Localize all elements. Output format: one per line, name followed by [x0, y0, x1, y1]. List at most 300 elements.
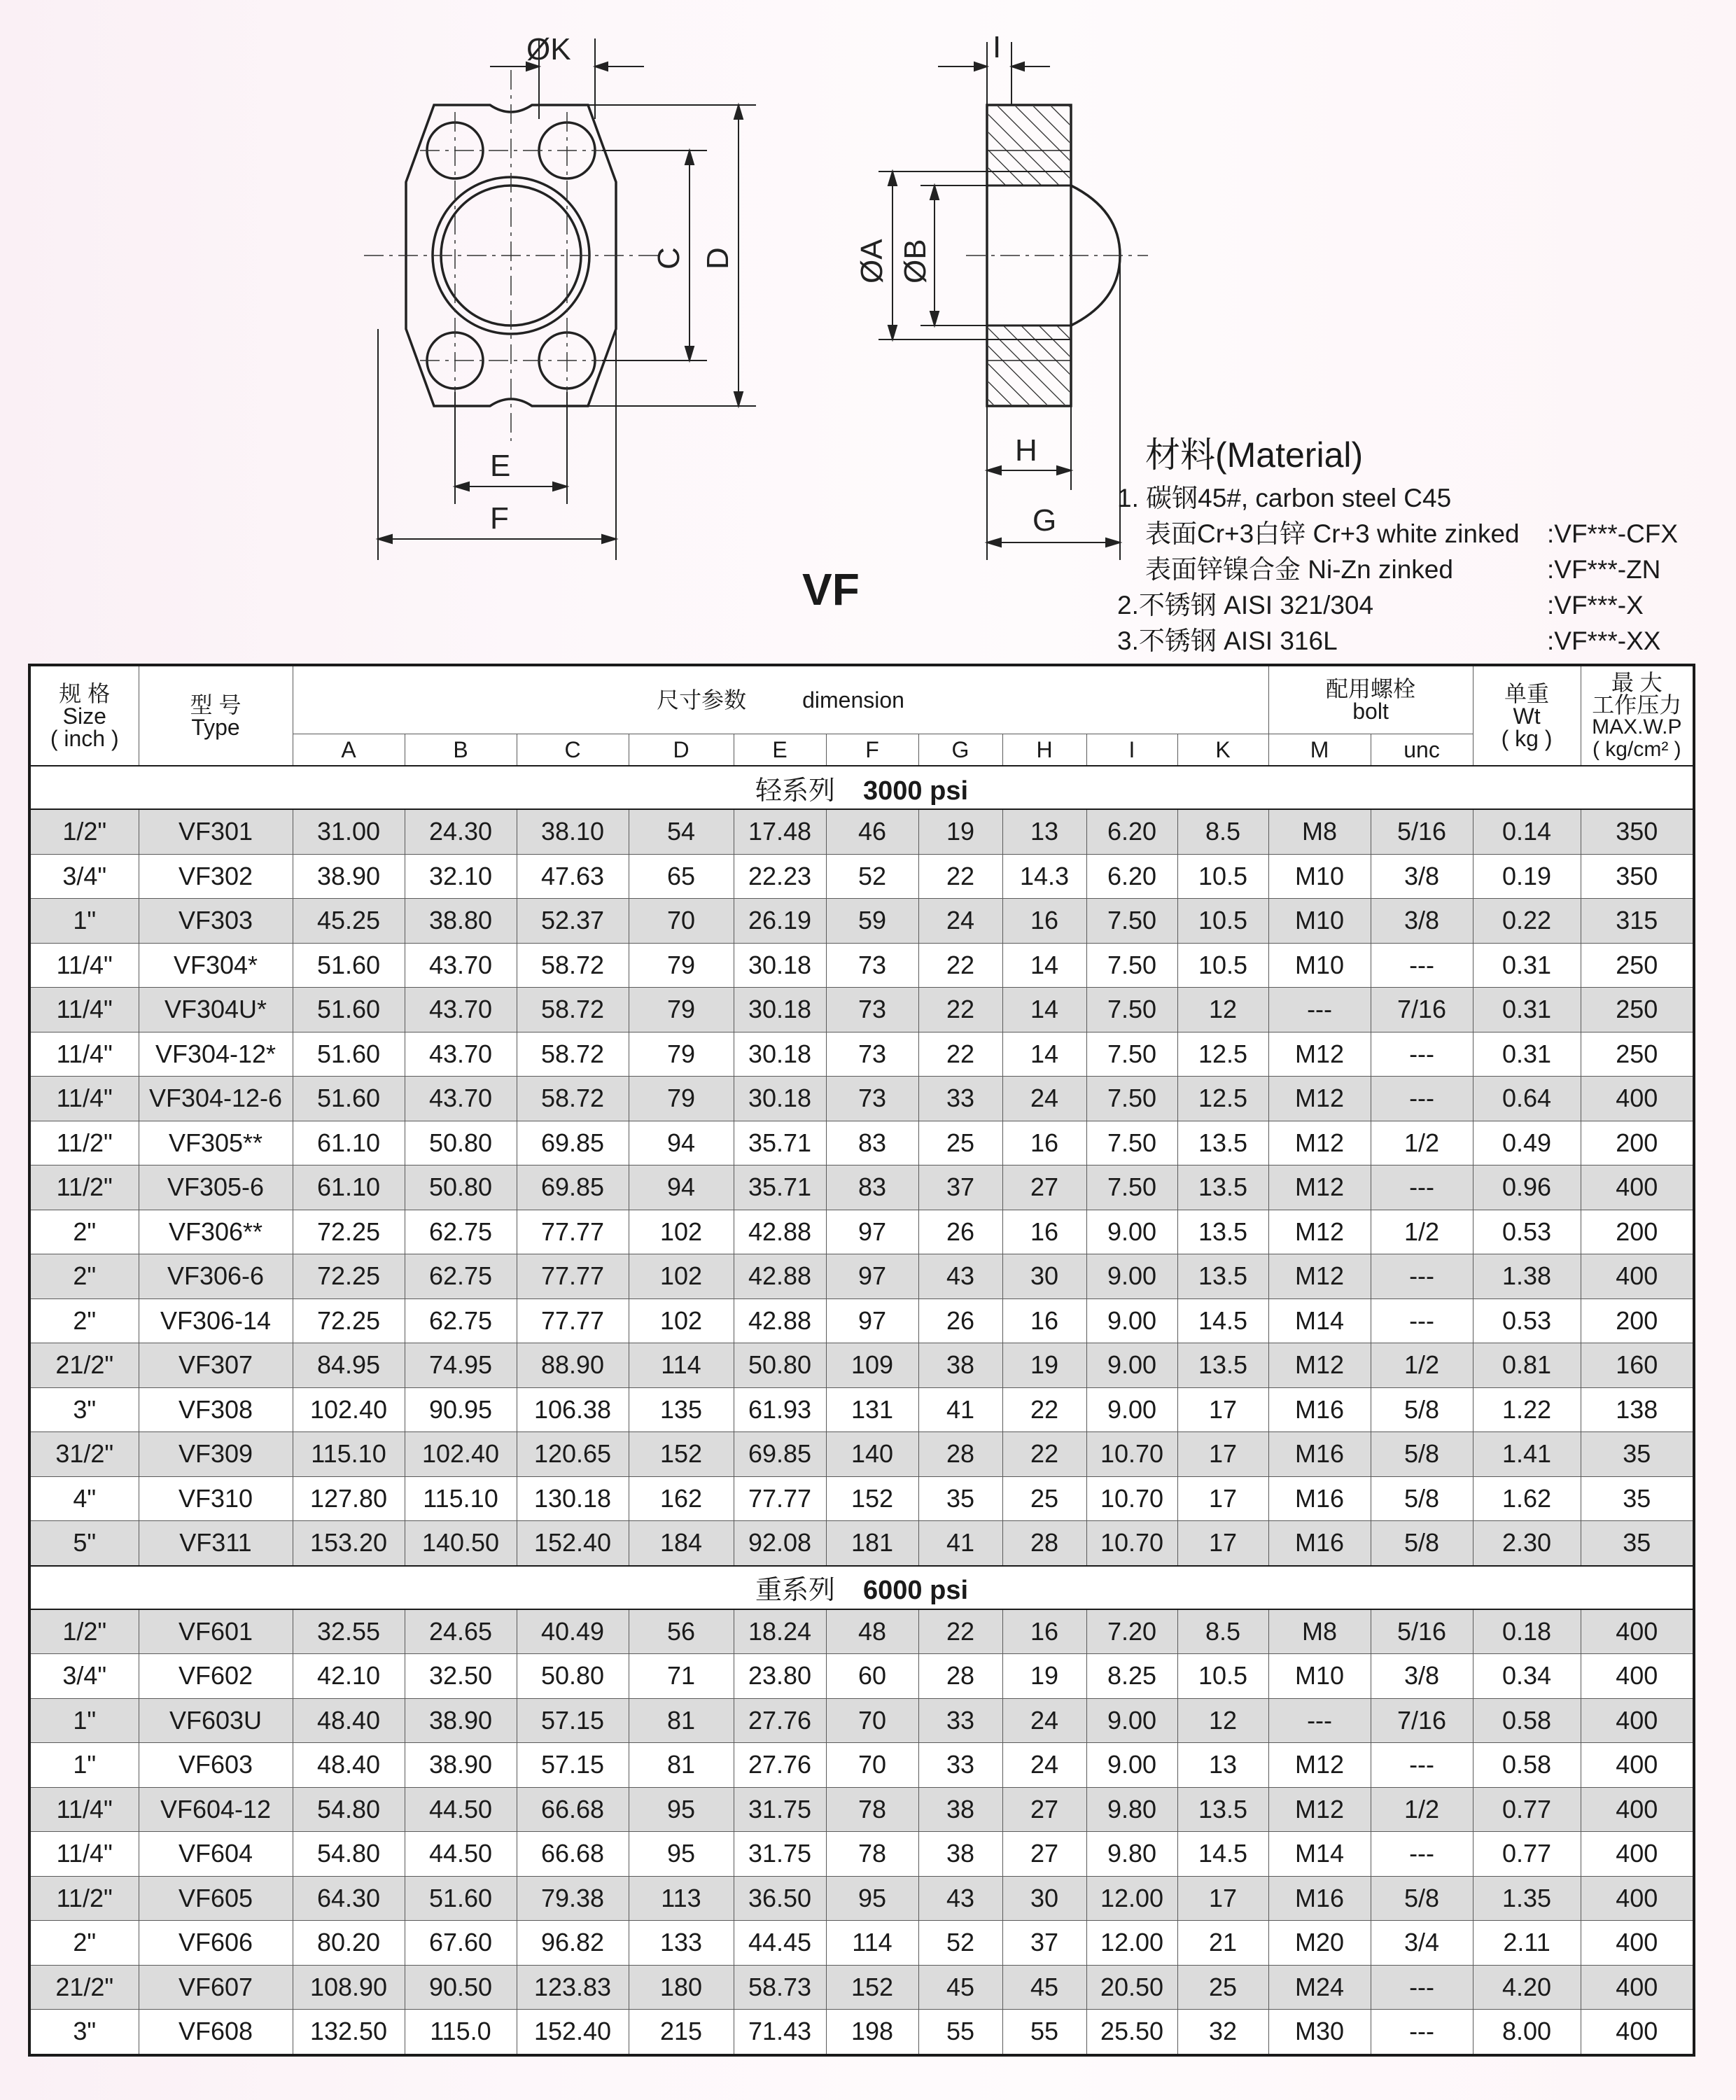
header-bolt: 配用螺栓 bolt — [1268, 665, 1473, 734]
table-cell: 58.72 — [517, 943, 629, 988]
table-cell: 69.85 — [734, 1432, 826, 1477]
table-cell: 140 — [826, 1432, 918, 1477]
table-cell: 22 — [918, 943, 1002, 988]
table-cell: 36.50 — [734, 1876, 826, 1921]
table-cell: 25 — [1002, 1476, 1086, 1521]
table-cell: 44.45 — [734, 1921, 826, 1966]
table-cell: 102 — [629, 1298, 734, 1343]
table-cell: M16 — [1268, 1876, 1371, 1921]
table-cell: 180 — [629, 1965, 734, 2010]
table-cell: 1.62 — [1473, 1476, 1581, 1521]
table-cell: 2.30 — [1473, 1521, 1581, 1566]
table-cell: 62.75 — [405, 1298, 517, 1343]
table-cell: 200 — [1581, 1121, 1694, 1166]
table-cell: 72.25 — [293, 1210, 405, 1254]
table-cell: --- — [1371, 1965, 1473, 2010]
table-cell: 114 — [826, 1921, 918, 1966]
table-cell: 135 — [629, 1387, 734, 1432]
spec-table-body — [29, 766, 1694, 2055]
table-cell: M10 — [1268, 943, 1371, 988]
table-cell: 22.23 — [734, 854, 826, 899]
table-cell: 72.25 — [293, 1298, 405, 1343]
table-cell: 42.88 — [734, 1298, 826, 1343]
table-cell: VF606 — [139, 1921, 293, 1966]
table-cell: M14 — [1268, 1832, 1371, 1877]
table-cell: --- — [1371, 1298, 1473, 1343]
table-cell: 1.22 — [1473, 1387, 1581, 1432]
table-cell: 10.70 — [1086, 1476, 1177, 1521]
table-row — [29, 1166, 1694, 1210]
table-cell: --- — [1371, 1166, 1473, 1210]
table-cell: 9.00 — [1086, 1254, 1177, 1299]
table-cell: 133 — [629, 1921, 734, 1966]
header-size: 规 格 Size ( inch ) — [29, 665, 139, 766]
table-cell: 78 — [826, 1832, 918, 1877]
table-cell: 17 — [1177, 1387, 1268, 1432]
label-c: C — [652, 247, 686, 270]
table-cell: M12 — [1268, 1166, 1371, 1210]
header-col-f: F — [826, 734, 918, 766]
header-col-m: M — [1268, 734, 1371, 766]
table-cell: 11/2" — [29, 1121, 139, 1166]
table-cell: 83 — [826, 1166, 918, 1210]
table-cell: 12.5 — [1177, 1077, 1268, 1121]
table-cell: --- — [1268, 1698, 1371, 1743]
table-cell: 35 — [1581, 1521, 1694, 1566]
table-cell: 65 — [629, 854, 734, 899]
table-cell: 27 — [1002, 1787, 1086, 1832]
table-cell: 0.64 — [1473, 1077, 1581, 1121]
table-cell: VF602 — [139, 1654, 293, 1699]
table-cell: 9.00 — [1086, 1210, 1177, 1254]
table-cell: M12 — [1268, 1254, 1371, 1299]
table-cell: VF301 — [139, 809, 293, 854]
table-cell: 215 — [629, 2010, 734, 2055]
table-cell: 90.50 — [405, 1965, 517, 2010]
table-cell: 17 — [1177, 1432, 1268, 1477]
table-cell: 400 — [1581, 1654, 1694, 1699]
table-cell: 97 — [826, 1298, 918, 1343]
table-cell: 22 — [918, 1609, 1002, 1654]
table-cell: 12.5 — [1177, 1032, 1268, 1077]
table-cell: 31/2" — [29, 1432, 139, 1477]
table-cell: 79 — [629, 1077, 734, 1121]
table-cell: 8.5 — [1177, 1609, 1268, 1654]
table-cell: --- — [1371, 1743, 1473, 1788]
table-cell: 83 — [826, 1121, 918, 1166]
table-cell: 73 — [826, 943, 918, 988]
table-cell: 44.50 — [405, 1787, 517, 1832]
header-col-i: I — [1086, 734, 1177, 766]
table-cell: 7.50 — [1086, 899, 1177, 944]
series-row-heavy — [29, 1566, 1694, 1609]
table-cell: VF604-12 — [139, 1787, 293, 1832]
table-row — [29, 988, 1694, 1032]
table-row — [29, 1521, 1694, 1566]
table-cell: 162 — [629, 1476, 734, 1521]
table-cell: VF305-6 — [139, 1166, 293, 1210]
table-cell: 22 — [918, 988, 1002, 1032]
table-cell: VF607 — [139, 1965, 293, 2010]
table-cell: 1/2 — [1371, 1787, 1473, 1832]
table-cell: 14.3 — [1002, 854, 1086, 899]
table-cell: 400 — [1581, 1254, 1694, 1299]
table-cell: 19 — [1002, 1343, 1086, 1388]
table-cell: 54.80 — [293, 1832, 405, 1877]
table-cell: 12 — [1177, 988, 1268, 1032]
table-cell: 72.25 — [293, 1254, 405, 1299]
table-cell: 24.65 — [405, 1609, 517, 1654]
table-cell: VF304* — [139, 943, 293, 988]
table-cell: 9.00 — [1086, 1698, 1177, 1743]
table-cell: 32.55 — [293, 1609, 405, 1654]
header-col-a: A — [293, 734, 405, 766]
table-cell: 45 — [1002, 1965, 1086, 2010]
table-cell: 153.20 — [293, 1521, 405, 1566]
header-row-1 — [29, 665, 1694, 734]
table-row — [29, 1121, 1694, 1166]
table-cell: 84.95 — [293, 1343, 405, 1388]
table-cell: 51.60 — [405, 1876, 517, 1921]
table-cell: 78 — [826, 1787, 918, 1832]
table-cell: VF310 — [139, 1476, 293, 1521]
table-cell: 3" — [29, 2010, 139, 2055]
table-cell: 13.5 — [1177, 1254, 1268, 1299]
table-cell: 0.81 — [1473, 1343, 1581, 1388]
label-e: E — [490, 449, 511, 483]
table-cell: 35.71 — [734, 1166, 826, 1210]
table-row — [29, 1032, 1694, 1077]
table-cell: 52 — [826, 854, 918, 899]
table-cell: 44.50 — [405, 1832, 517, 1877]
table-cell: 79 — [629, 988, 734, 1032]
table-cell: 35 — [1581, 1432, 1694, 1477]
table-cell: 3/8 — [1371, 1654, 1473, 1699]
table-cell: 181 — [826, 1521, 918, 1566]
table-cell: 42.10 — [293, 1654, 405, 1699]
table-cell: 30.18 — [734, 1077, 826, 1121]
table-cell: 40.49 — [517, 1609, 629, 1654]
table-cell: VF304U* — [139, 988, 293, 1032]
table-row — [29, 1609, 1694, 1654]
table-cell: 77.77 — [734, 1476, 826, 1521]
table-cell: 55 — [1002, 2010, 1086, 2055]
material-line-code: :VF***-ZN — [1547, 555, 1661, 584]
table-row — [29, 943, 1694, 988]
table-cell: 11/2" — [29, 1876, 139, 1921]
table-cell: 1.38 — [1473, 1254, 1581, 1299]
table-cell: 59 — [826, 899, 918, 944]
table-cell: 14 — [1002, 988, 1086, 1032]
table-cell: 13 — [1177, 1743, 1268, 1788]
table-cell: 0.96 — [1473, 1166, 1581, 1210]
table-cell: 10.5 — [1177, 899, 1268, 944]
table-cell: 140.50 — [405, 1521, 517, 1566]
table-cell: 70 — [826, 1743, 918, 1788]
table-cell: 130.18 — [517, 1476, 629, 1521]
table-cell: 62.75 — [405, 1210, 517, 1254]
table-cell: VF306** — [139, 1210, 293, 1254]
table-cell: 77.77 — [517, 1298, 629, 1343]
table-cell: 51.60 — [293, 1032, 405, 1077]
table-cell: 184 — [629, 1521, 734, 1566]
table-row — [29, 899, 1694, 944]
table-cell: VF603U — [139, 1698, 293, 1743]
table-cell: 114 — [629, 1343, 734, 1388]
table-cell: 13.5 — [1177, 1166, 1268, 1210]
label-g: G — [1032, 503, 1057, 538]
table-row — [29, 1654, 1694, 1699]
table-cell: 0.53 — [1473, 1298, 1581, 1343]
table-cell: 9.00 — [1086, 1298, 1177, 1343]
table-cell: 350 — [1581, 854, 1694, 899]
header-col-c: C — [517, 734, 629, 766]
table-cell: 38 — [918, 1343, 1002, 1388]
series-name: 轻系列 — [755, 776, 836, 806]
table-cell: 28 — [1002, 1521, 1086, 1566]
header-dimension: 尺寸参数 dimension — [293, 665, 1268, 734]
series-pressure: 6000 psi — [863, 1576, 969, 1605]
table-cell: 10.70 — [1086, 1521, 1177, 1566]
table-cell: 315 — [1581, 899, 1694, 944]
header-type: 型 号 Type — [139, 665, 293, 766]
table-cell: 152 — [826, 1965, 918, 2010]
table-cell: 6.20 — [1086, 809, 1177, 854]
table-cell: M12 — [1268, 1343, 1371, 1388]
table-cell: 12.00 — [1086, 1876, 1177, 1921]
table-cell: 43.70 — [405, 1077, 517, 1121]
table-cell: 10.5 — [1177, 1654, 1268, 1699]
table-cell: 250 — [1581, 943, 1694, 988]
table-cell: 132.50 — [293, 2010, 405, 2055]
table-cell: M10 — [1268, 1654, 1371, 1699]
table-row — [29, 1965, 1694, 2010]
table-cell: VF304-12* — [139, 1032, 293, 1077]
table-cell: VF603 — [139, 1743, 293, 1788]
table-row — [29, 1698, 1694, 1743]
material-line-text: 3.不锈钢 AISI 316L — [1117, 626, 1338, 655]
table-cell: 102 — [629, 1210, 734, 1254]
table-row — [29, 1432, 1694, 1477]
table-cell: 64.30 — [293, 1876, 405, 1921]
table-cell: 37 — [918, 1166, 1002, 1210]
table-cell: 52 — [918, 1921, 1002, 1966]
table-cell: 94 — [629, 1166, 734, 1210]
table-cell: 102 — [629, 1254, 734, 1299]
table-cell: 33 — [918, 1698, 1002, 1743]
table-cell: 5/8 — [1371, 1432, 1473, 1477]
table-cell: 8.5 — [1177, 809, 1268, 854]
table-cell: 41 — [918, 1521, 1002, 1566]
table-cell: 38.90 — [405, 1743, 517, 1788]
table-cell: 11/4" — [29, 1787, 139, 1832]
table-cell: --- — [1371, 1032, 1473, 1077]
table-cell: 152 — [629, 1432, 734, 1477]
table-cell: 6.20 — [1086, 854, 1177, 899]
table-cell: 8.25 — [1086, 1654, 1177, 1699]
table-cell: 58.72 — [517, 1032, 629, 1077]
material-line-5 — [1117, 623, 1719, 659]
table-cell: 2.11 — [1473, 1921, 1581, 1966]
table-cell: 35.71 — [734, 1121, 826, 1166]
material-heading: 材料(Material) — [1145, 435, 1364, 475]
table-cell: 81 — [629, 1743, 734, 1788]
table-cell: VF306-14 — [139, 1298, 293, 1343]
table-cell: 11/4" — [29, 988, 139, 1032]
table-row — [29, 1387, 1694, 1432]
table-cell: 51.60 — [293, 1077, 405, 1121]
table-cell: 14 — [1002, 1032, 1086, 1077]
table-cell: 0.58 — [1473, 1743, 1581, 1788]
table-cell: 3/4" — [29, 854, 139, 899]
table-cell: 42.88 — [734, 1210, 826, 1254]
table-cell: 9.00 — [1086, 1387, 1177, 1432]
table-cell: 7/16 — [1371, 988, 1473, 1032]
table-cell: 7.20 — [1086, 1609, 1177, 1654]
table-cell: 11/4" — [29, 1032, 139, 1077]
header-col-b: B — [405, 734, 517, 766]
table-cell: 58.72 — [517, 988, 629, 1032]
table-row — [29, 1298, 1694, 1343]
table-cell: 400 — [1581, 1166, 1694, 1210]
table-cell: --- — [1371, 2010, 1473, 2055]
table-cell: 31.00 — [293, 809, 405, 854]
table-cell: M20 — [1268, 1921, 1371, 1966]
table-cell: 3" — [29, 1387, 139, 1432]
table-cell: 30 — [1002, 1254, 1086, 1299]
table-cell: 45.25 — [293, 899, 405, 944]
table-cell: 5/8 — [1371, 1387, 1473, 1432]
table-cell: 30.18 — [734, 988, 826, 1032]
table-cell: 200 — [1581, 1298, 1694, 1343]
table-cell: 43 — [918, 1254, 1002, 1299]
table-cell: 24 — [1002, 1743, 1086, 1788]
table-cell: M16 — [1268, 1476, 1371, 1521]
table-cell: 138 — [1581, 1387, 1694, 1432]
table-cell: 54.80 — [293, 1787, 405, 1832]
table-cell: 13 — [1002, 809, 1086, 854]
table-cell: 70 — [826, 1698, 918, 1743]
table-cell: 16 — [1002, 1609, 1086, 1654]
table-cell: 48.40 — [293, 1698, 405, 1743]
table-cell: 13.5 — [1177, 1787, 1268, 1832]
table-cell: 21/2" — [29, 1965, 139, 2010]
table-cell: 16 — [1002, 1210, 1086, 1254]
table-cell: 80.20 — [293, 1921, 405, 1966]
material-legend — [1117, 427, 1719, 659]
table-cell: 17 — [1177, 1521, 1268, 1566]
table-cell: 10.5 — [1177, 943, 1268, 988]
table-cell: 21 — [1177, 1921, 1268, 1966]
table-cell: 61.10 — [293, 1121, 405, 1166]
table-cell: 33 — [918, 1077, 1002, 1121]
table-cell: 38.90 — [293, 854, 405, 899]
table-cell: 0.19 — [1473, 854, 1581, 899]
table-cell: 1/2 — [1371, 1121, 1473, 1166]
material-line-3 — [1117, 552, 1719, 587]
table-cell: 2" — [29, 1921, 139, 1966]
table-cell: 24.30 — [405, 809, 517, 854]
label-b: ØB — [898, 239, 932, 284]
table-cell: 46 — [826, 809, 918, 854]
table-cell: 3/8 — [1371, 854, 1473, 899]
table-cell: 33 — [918, 1743, 1002, 1788]
table-cell: M12 — [1268, 1121, 1371, 1166]
table-cell: VF309 — [139, 1432, 293, 1477]
table-cell: 57.15 — [517, 1743, 629, 1788]
table-cell: 22 — [1002, 1387, 1086, 1432]
table-cell: 17.48 — [734, 809, 826, 854]
table-cell: 127.80 — [293, 1476, 405, 1521]
material-line-text: 2.不锈钢 AISI 321/304 — [1117, 591, 1374, 620]
table-cell: 17 — [1177, 1476, 1268, 1521]
table-cell: 1" — [29, 1698, 139, 1743]
table-cell: 74.95 — [405, 1343, 517, 1388]
table-cell: 13.5 — [1177, 1210, 1268, 1254]
table-cell: --- — [1371, 1832, 1473, 1877]
table-cell: 5/8 — [1371, 1876, 1473, 1921]
table-cell: 12.00 — [1086, 1921, 1177, 1966]
table-cell: 1/2 — [1371, 1210, 1473, 1254]
table-cell: 400 — [1581, 1077, 1694, 1121]
table-cell: M12 — [1268, 1787, 1371, 1832]
table-cell: 160 — [1581, 1343, 1694, 1388]
table-cell: 1.35 — [1473, 1876, 1581, 1921]
table-cell: 22 — [918, 1032, 1002, 1077]
table-cell: 73 — [826, 1077, 918, 1121]
table-row — [29, 854, 1694, 899]
table-cell: 95 — [826, 1876, 918, 1921]
material-line-code: :VF***-X — [1547, 591, 1644, 620]
table-cell: 350 — [1581, 809, 1694, 854]
table-cell: 90.95 — [405, 1387, 517, 1432]
table-cell: 11/2" — [29, 1166, 139, 1210]
table-cell: 12 — [1177, 1698, 1268, 1743]
material-line-code: :VF***-CFX — [1547, 519, 1679, 548]
header-col-k: K — [1177, 734, 1268, 766]
table-row — [29, 1876, 1694, 1921]
table-row — [29, 2010, 1694, 2055]
table-cell: 25 — [1177, 1965, 1268, 2010]
table-cell: 24 — [1002, 1698, 1086, 1743]
table-cell: M12 — [1268, 1032, 1371, 1077]
table-cell: M24 — [1268, 1965, 1371, 2010]
table-cell: 79 — [629, 1032, 734, 1077]
table-cell: VF302 — [139, 854, 293, 899]
table-cell: VF608 — [139, 2010, 293, 2055]
material-line-4 — [1117, 587, 1719, 623]
table-cell: 152.40 — [517, 1521, 629, 1566]
table-cell: 28 — [918, 1654, 1002, 1699]
table-cell: 0.31 — [1473, 1032, 1581, 1077]
table-cell: 400 — [1581, 1965, 1694, 2010]
table-cell: 50.80 — [405, 1166, 517, 1210]
table-row — [29, 1343, 1694, 1388]
table-cell: M8 — [1268, 1609, 1371, 1654]
table-cell: 14 — [1002, 943, 1086, 988]
table-cell: 24 — [918, 899, 1002, 944]
table-cell: 30 — [1002, 1876, 1086, 1921]
table-cell: 58.72 — [517, 1077, 629, 1121]
table-cell: --- — [1371, 1077, 1473, 1121]
table-cell: 35 — [1581, 1476, 1694, 1521]
table-cell: 56 — [629, 1609, 734, 1654]
table-cell: 67.60 — [405, 1921, 517, 1966]
table-cell: 1" — [29, 1743, 139, 1788]
table-cell: 102.40 — [405, 1432, 517, 1477]
table-row — [29, 1743, 1694, 1788]
table-cell: VF308 — [139, 1387, 293, 1432]
